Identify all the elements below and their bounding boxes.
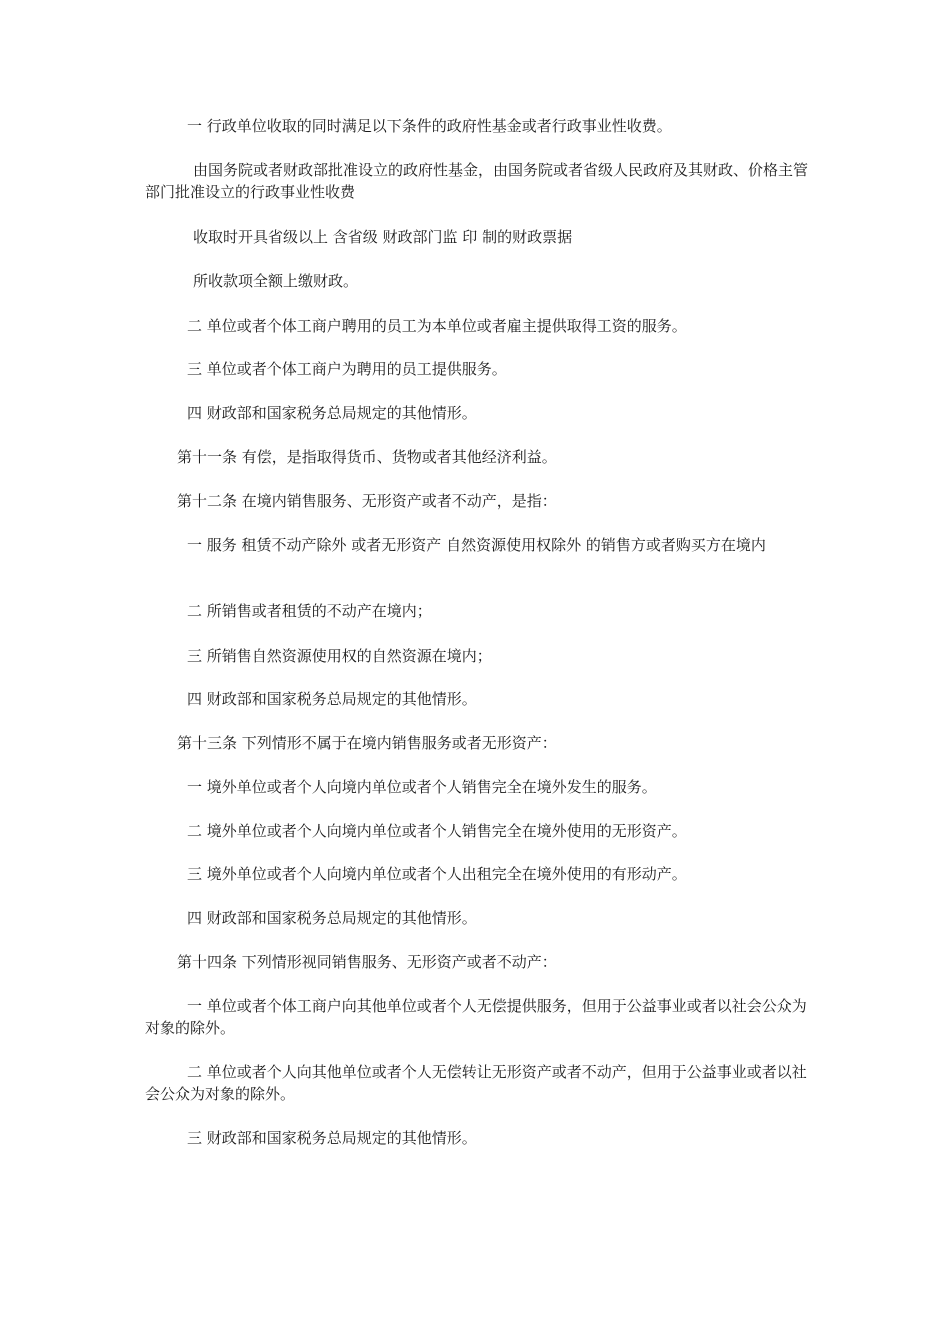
paragraph: 一 行政单位收取的同时满足以下条件的政府性基金或者行政事业性收费。 [187,117,672,135]
paragraph: 三 财政部和国家税务总局规定的其他情形。 [187,1129,477,1147]
paragraph: 第十二条 在境内销售服务、无形资产或者不动产，是指： [177,492,557,510]
paragraph: 四 财政部和国家税务总局规定的其他情形。 [187,690,477,708]
paragraph: 四 财政部和国家税务总局规定的其他情形。 [187,909,477,927]
paragraph: 三 单位或者个体工商户为聘用的员工提供服务。 [187,360,507,378]
paragraph: 一 单位或者个体工商户向其他单位或者个人无偿提供服务，但用于公益事业或者以社会公众为对象的除外。 [145,997,807,1037]
paragraph: 一 服务 租赁不动产除外 或者无形资产 自然资源使用权除外 的销售方或者购买方在境内 [187,536,766,554]
paragraph: 二 境外单位或者个人向境内单位或者个人销售完全在境外使用的无形资产。 [187,822,687,840]
paragraph: 所收款项全额上缴财政。 [193,272,359,290]
paragraph: 由国务院或者财政部批准设立的政府性基金，由国务院或者省级人民政府及其财政、价格主管部门批准设立的行政事业性收费 [145,161,809,201]
paragraph: 二 单位或者个体工商户聘用的员工为本单位或者雇主提供取得工资的服务。 [187,317,687,335]
paragraph: 收取时开具省级以上 含省级 财政部门监 印 制的财政票据 [193,228,573,246]
paragraph: 一 境外单位或者个人向境内单位或者个人销售完全在境外发生的服务。 [187,778,657,796]
paragraph: 三 所销售自然资源使用权的自然资源在境内； [187,647,492,665]
paragraph: 二 所销售或者租赁的不动产在境内； [187,602,432,620]
paragraph: 第十一条 有偿，是指取得货币、货物或者其他经济利益。 [177,448,557,466]
paragraph: 第十三条 下列情形不属于在境内销售服务或者无形资产： [177,734,557,752]
paragraph: 四 财政部和国家税务总局规定的其他情形。 [187,404,477,422]
paragraph: 二 单位或者个人向其他单位或者个人无偿转让无形资产或者不动产，但用于公益事业或者以社会公众为对象的除外。 [145,1063,807,1103]
paragraph: 第十四条 下列情形视同销售服务、无形资产或者不动产： [177,953,557,971]
paragraph: 三 境外单位或者个人向境内单位或者个人出租完全在境外使用的有形动产。 [187,865,687,883]
